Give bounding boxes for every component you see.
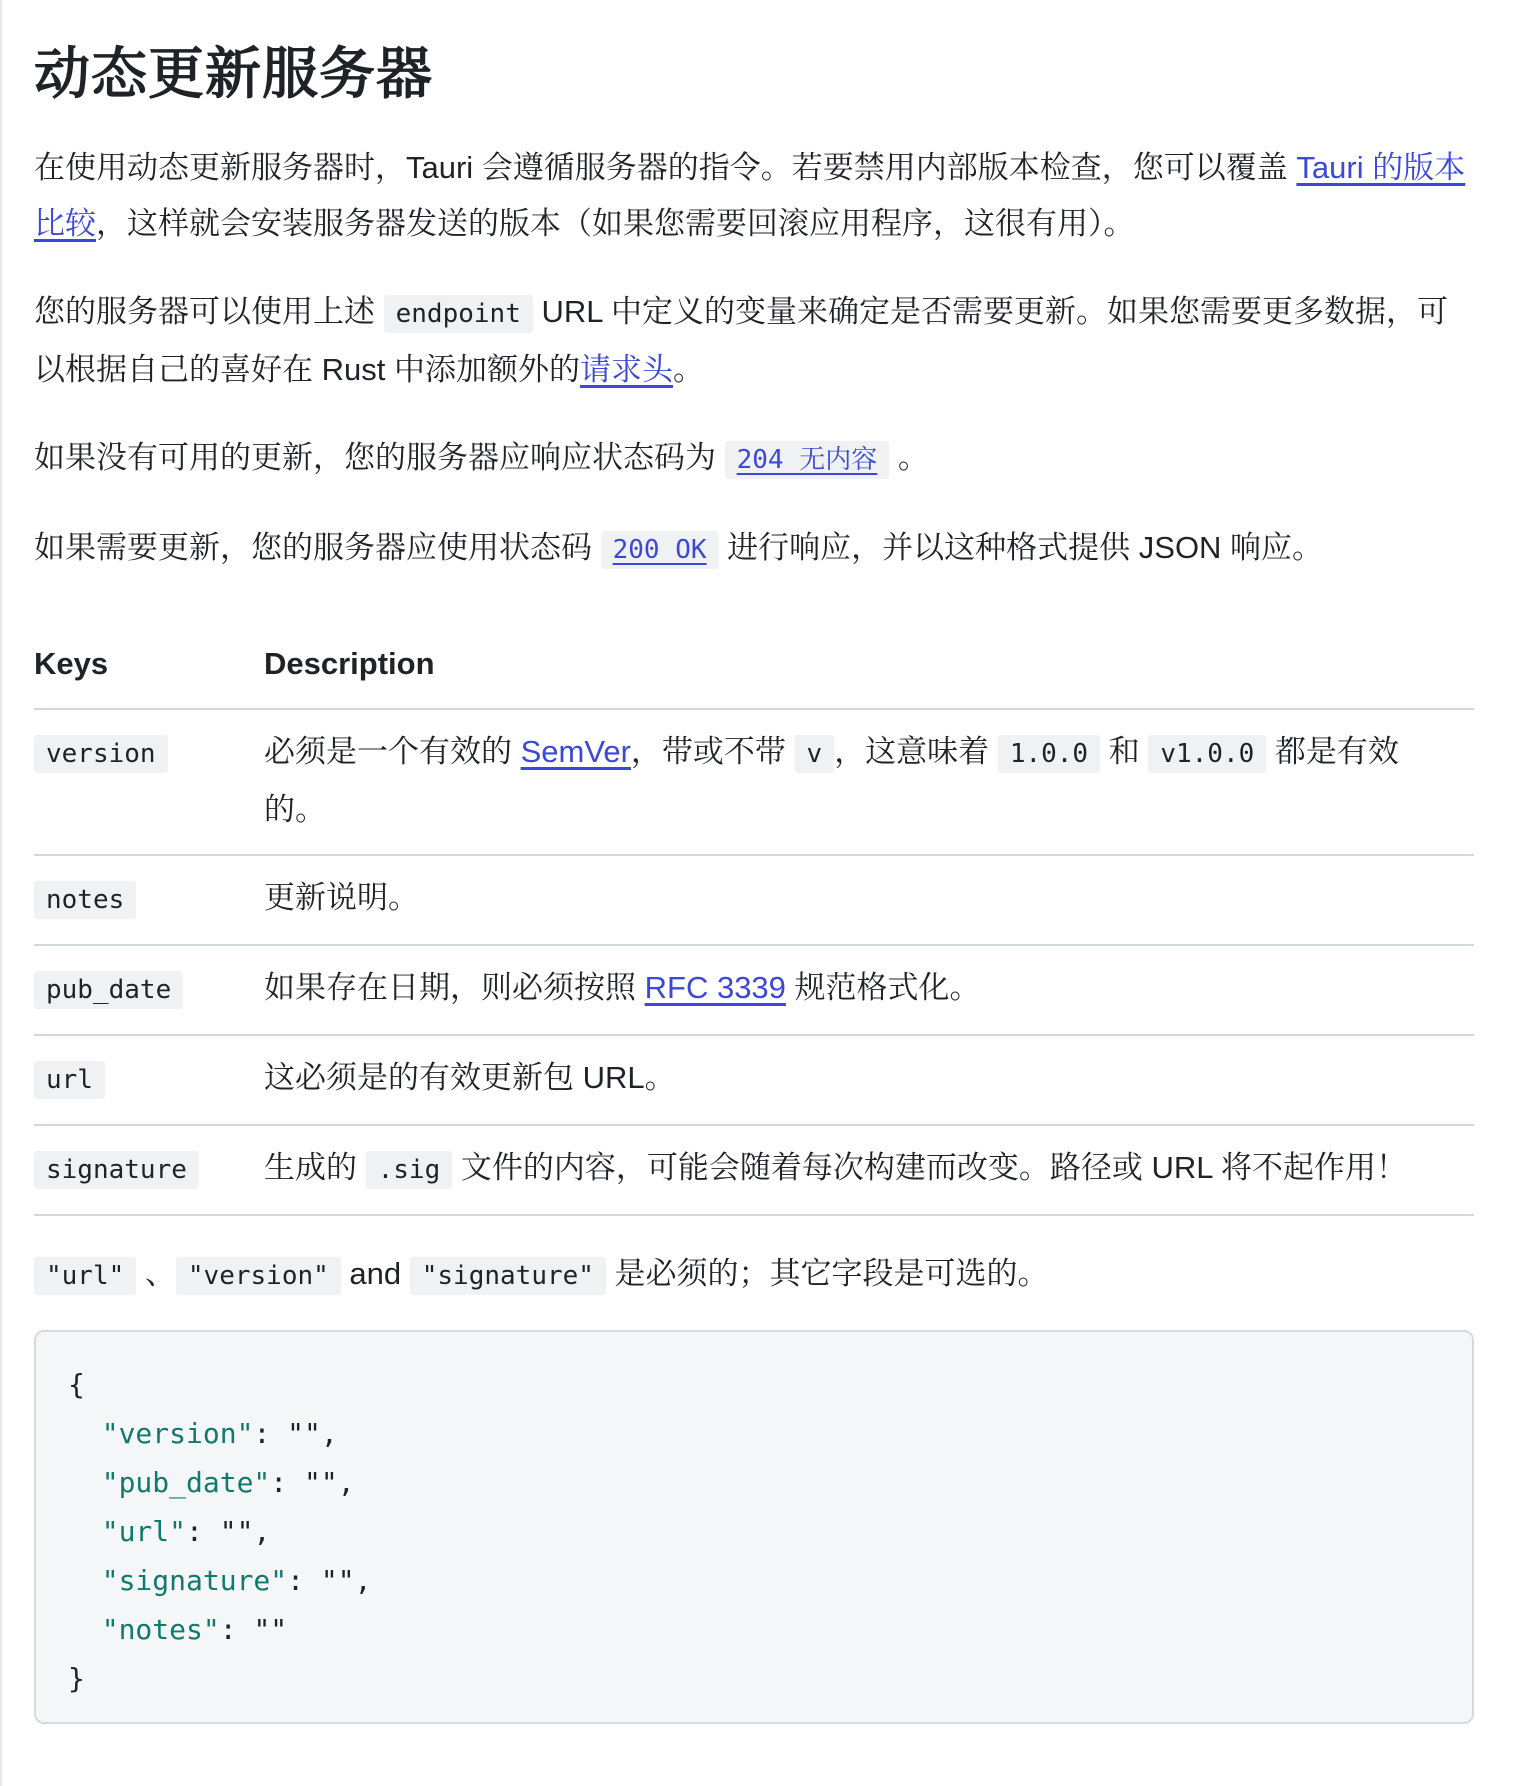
keys-table — [34, 620, 1474, 1216]
column-header-description: Description — [264, 620, 1474, 709]
required-fields-note — [34, 1246, 1474, 1304]
note-text: and — [340, 1256, 410, 1291]
status-204-link[interactable]: 204 无内容 — [725, 441, 890, 479]
key-cell — [34, 945, 264, 1035]
paragraph-text: 如果需要更新，您的服务器应使用状态码 — [34, 530, 601, 565]
description-text: 和 — [1100, 734, 1149, 769]
json-value: : "", — [287, 1564, 372, 1597]
json-value: : "", — [186, 1515, 271, 1548]
key-cell — [34, 709, 264, 855]
key-code: version — [34, 735, 168, 773]
note-text: 、 — [136, 1256, 176, 1291]
column-header-keys: Keys — [34, 620, 264, 709]
inline-code: v — [795, 735, 835, 773]
table-header-row — [34, 620, 1474, 709]
table-row — [34, 1125, 1474, 1215]
json-key: "notes" — [101, 1613, 220, 1646]
json-code-block[interactable] — [34, 1330, 1474, 1724]
paragraph-text: 进行响应，并以这种格式提供 JSON 响应。 — [718, 530, 1324, 565]
description-cell — [264, 1035, 1474, 1125]
paragraph-text: 如果没有可用的更新，您的服务器应响应状态码为 — [34, 440, 725, 475]
code-line — [68, 1458, 1440, 1507]
code-line — [68, 1409, 1440, 1458]
key-cell — [34, 1125, 264, 1215]
inline-code: 1.0.0 — [998, 735, 1100, 773]
key-code: signature — [34, 1151, 199, 1189]
paragraph-update-required — [34, 520, 1474, 578]
description-text: 这必须是的有效更新包 URL。 — [264, 1060, 676, 1095]
paragraph-endpoint — [34, 284, 1474, 398]
key-code: notes — [34, 881, 136, 919]
json-key: "signature" — [101, 1564, 288, 1597]
table-row — [34, 1035, 1474, 1125]
inline-code: v1.0.0 — [1148, 735, 1266, 773]
json-value: : "", — [270, 1466, 355, 1499]
rfc3339-link[interactable]: RFC 3339 — [644, 970, 786, 1005]
page-title: 动态更新服务器 — [34, 42, 433, 105]
code-line — [68, 1556, 1440, 1605]
key-code: url — [34, 1061, 105, 1099]
description-text: 更新说明。 — [264, 880, 419, 915]
description-text: 必须是一个有效的 — [264, 734, 521, 769]
json-value: : "", — [253, 1417, 338, 1450]
key-cell — [34, 855, 264, 945]
inline-code: .sig — [366, 1151, 453, 1189]
description-text: ，这意味着 — [834, 734, 998, 769]
json-key: "url" — [101, 1515, 187, 1548]
status-200-link[interactable]: 200 OK — [601, 531, 719, 569]
description-text: 生成的 — [264, 1150, 366, 1185]
code-line — [68, 1507, 1440, 1556]
paragraph-text: URL 中定义的变量来确定是否需要更新。如果您需要更多数据，可以根据自己的喜好在 Rust 中添加额外的 — [34, 294, 1448, 387]
inline-code: "signature" — [410, 1257, 606, 1295]
semver-link[interactable]: SemVer — [520, 734, 631, 769]
key-code: pub_date — [34, 971, 183, 1009]
paragraph-text: 。 — [672, 352, 704, 387]
paragraph-no-update — [34, 430, 1474, 488]
description-cell — [264, 709, 1474, 855]
note-text: 是必须的；其它字段是可选的。 — [605, 1256, 1049, 1291]
json-key: "version" — [101, 1417, 254, 1450]
description-text: 如果存在日期，则必须按照 — [264, 970, 645, 1005]
code-line: } — [68, 1662, 85, 1695]
description-cell — [264, 855, 1474, 945]
key-cell — [34, 1035, 264, 1125]
inline-code: "url" — [34, 1257, 136, 1295]
version-comparison-link[interactable]: Tauri 的版本比较 — [34, 150, 1466, 241]
description-cell — [264, 945, 1474, 1035]
json-value: : "" — [219, 1613, 288, 1646]
description-text: 文件的内容，可能会随着每次构建而改变。路径或 URL 将不起作用！ — [452, 1150, 1407, 1185]
description-text: 都是有效的。 — [264, 734, 1399, 827]
inline-code-endpoint: endpoint — [384, 295, 533, 333]
json-key: "pub_date" — [101, 1466, 271, 1499]
doc-content — [34, 0, 1474, 1724]
description-text: 规范格式化。 — [785, 970, 981, 1005]
code-line — [68, 1605, 1440, 1654]
table-row — [34, 855, 1474, 945]
paragraph-text: 。 — [889, 440, 929, 475]
code-line: { — [68, 1368, 85, 1401]
request-headers-link[interactable]: 请求头 — [579, 352, 673, 387]
paragraph-text: 您的服务器可以使用上述 — [34, 294, 384, 329]
paragraph-text: 在使用动态更新服务器时，Tauri 会遵循服务器的指令。若要禁用内部版本检查，您可以覆盖 — [34, 150, 1297, 185]
paragraph-text: ，这样就会安装服务器发送的版本（如果您需要回滚应用程序，这很有用）。 — [96, 206, 1135, 241]
description-cell — [264, 1125, 1474, 1215]
table-row — [34, 709, 1474, 855]
inline-code: "version" — [176, 1257, 341, 1295]
table-row — [34, 945, 1474, 1035]
paragraph-override-version — [34, 140, 1474, 252]
page-left-border — [0, 0, 2, 1786]
description-text: ，带或不带 — [630, 734, 795, 769]
